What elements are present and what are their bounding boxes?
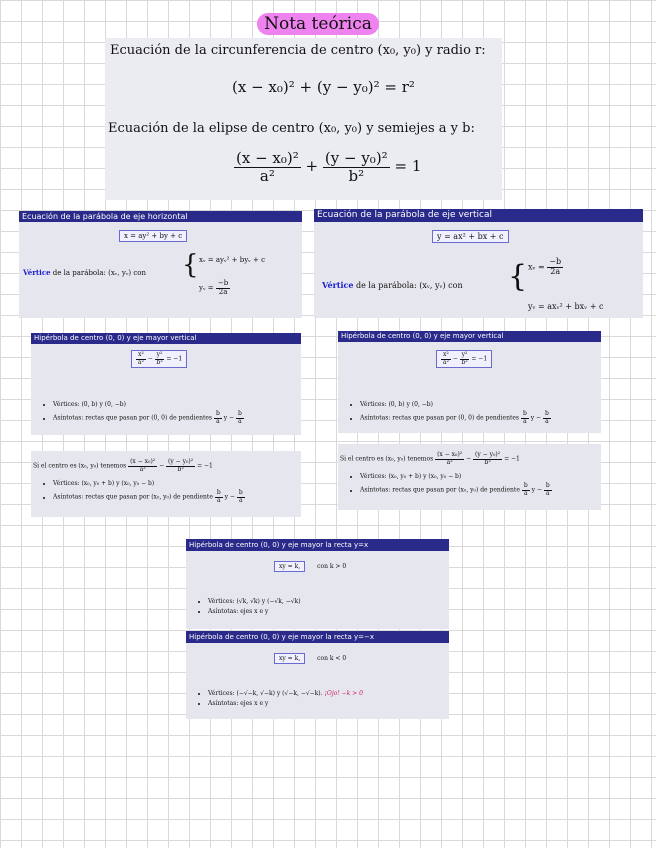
block-header: Hipérbola de centro (0, 0) y eje mayor vertical	[338, 331, 601, 342]
xy-formula-line: xy = k, con k < 0	[274, 653, 346, 664]
parabola-formula: y = ax² + bx + c	[432, 230, 509, 243]
parabola-horizontal-block	[19, 211, 302, 318]
vertex-line: Vértice de la parábola: (xᵥ, yᵥ) con	[23, 268, 147, 277]
asymptotes-item: • Asíntotas: ejes x e y	[208, 608, 471, 615]
ellipse-label: Ecuación de la elipse de centro (x₀, y₀) y semiejes a y b:	[108, 121, 475, 136]
vertex-eq-1: xᵥ = $\frac{-b}{2a}$	[528, 257, 562, 276]
hyperbola-vertical-left-block	[31, 333, 301, 435]
brace: {	[508, 259, 528, 294]
warning-note: ¡Ojo! −k > 0	[324, 690, 363, 697]
brace: {	[182, 250, 199, 280]
hyperbola-xy-negative-block	[186, 631, 449, 719]
parabola-formula: x = ay² + by + c	[119, 230, 187, 242]
block-header: Ecuación de la parábola de eje horizontal	[19, 211, 302, 222]
asymptotes-item: • Asíntotas: rectas que pasan por (0, 0) de pendientes $\frac{b}{a}$ y − $\frac{b}{a}$	[53, 411, 323, 425]
shift-line: Si el centro es (x₀, y₀) tenemos $\frac{\text{(x − x₀)²}}{\text{a²}}$ − $\frac{\text{(y − y₀)²}}{\text{b²}}$ = −1	[340, 451, 520, 466]
hyperbola-shifted-left-panel	[31, 451, 301, 517]
hyperbola-formula: $\frac{\text{x²}}{\text{a²}}$ − $\frac{\text{y²}}{\text{b²}}$ = −1	[131, 350, 187, 368]
circle-formula: (x − x₀)² + (y − y₀)² = r²	[232, 78, 415, 96]
asymptotes-item: • Asíntotas: rectas que pasan por (x₀, y₀) de pendiente $\frac{b}{a}$ y − $\frac{b}{a}$	[53, 490, 323, 504]
parabola-vertical-block	[314, 209, 643, 318]
shift-line: Si el centro es (x₀, y₀) tenemos $\frac{\text{(x − x₀)²}}{\text{a²}}$ − $\frac{\text{(y − y₀)²}}{\text{b²}}$ = −1	[33, 458, 213, 473]
vertex-eq-1: xᵥ = ayᵥ² + byᵥ + c	[199, 256, 266, 264]
hyperbola-vertical-right-block	[338, 331, 601, 433]
hyperbola-shifted-right-panel	[338, 444, 601, 510]
vertices-item: • Vértices: (x₀, y₀ + b) y (x₀, y₀ − b)	[360, 473, 623, 480]
vertices-item: • Vértices: (−√−k, √−k) y (√−k, −√−k). ¡Ojo! −k > 0	[208, 690, 471, 697]
vertex-eq-2: yᵥ = axᵥ² + bxᵥ + c	[528, 302, 604, 311]
asymptotes-item: • Asíntotas: ejes x e y	[208, 700, 471, 707]
block-header: Hipérbola de centro (0, 0) y eje mayor vertical	[31, 333, 301, 344]
block-header: Hipérbola de centro (0, 0) y eje mayor la recta y=−x	[186, 631, 449, 643]
vertices-item: • Vértices: (0, b) y (0, −b)	[360, 401, 623, 408]
vertices-item: • Vértices: (0, b) y (0, −b)	[53, 401, 323, 408]
block-header: Ecuación de la parábola de eje vertical	[314, 209, 643, 222]
xy-formula: xy = k,	[274, 653, 305, 664]
asymptotes-item: • Asíntotas: rectas que pasan por (x₀, y₀) de pendiente $\frac{b}{a}$ y − $\frac{b}{a}$	[360, 483, 623, 497]
xy-formula: xy = k,	[274, 561, 305, 572]
vertex-line: Vértice de la parábola: (xᵥ, yᵥ) con	[322, 280, 463, 290]
hyperbola-xy-positive-block	[186, 539, 449, 629]
vertices-item: • Vértices: (x₀, y₀ + b) y (x₀, y₀ − b)	[53, 480, 323, 487]
xy-formula-line: xy = k, con k > 0	[274, 561, 346, 572]
asymptotes-item: • Asíntotas: rectas que pasan por (0, 0) de pendientes $\frac{b}{a}$ y − $\frac{b}{a}$	[360, 411, 623, 425]
block-header: Hipérbola de centro (0, 0) y eje mayor la recta y=x	[186, 539, 449, 551]
vertices-item: • Vértices: (√k, √k) y (−√k, −√k)	[208, 598, 471, 605]
hyperbola-formula: $\frac{\text{x²}}{\text{a²}}$ − $\frac{\text{y²}}{\text{b²}}$ = −1	[436, 350, 492, 368]
circle-label: Ecuación de la circunferencia de centro (x₀, y₀) y radio r:	[110, 43, 486, 58]
vertex-eq-2: yᵥ = $\frac{-b}{2a}$	[199, 279, 229, 296]
ellipse-formula: $\frac{\text{(x − x₀)²}}{\text{a²}}$ + $\frac{\text{(y − y₀)²}}{\text{b²}}$ = 1	[236, 149, 422, 185]
page-title: Nota teórica	[257, 13, 379, 35]
